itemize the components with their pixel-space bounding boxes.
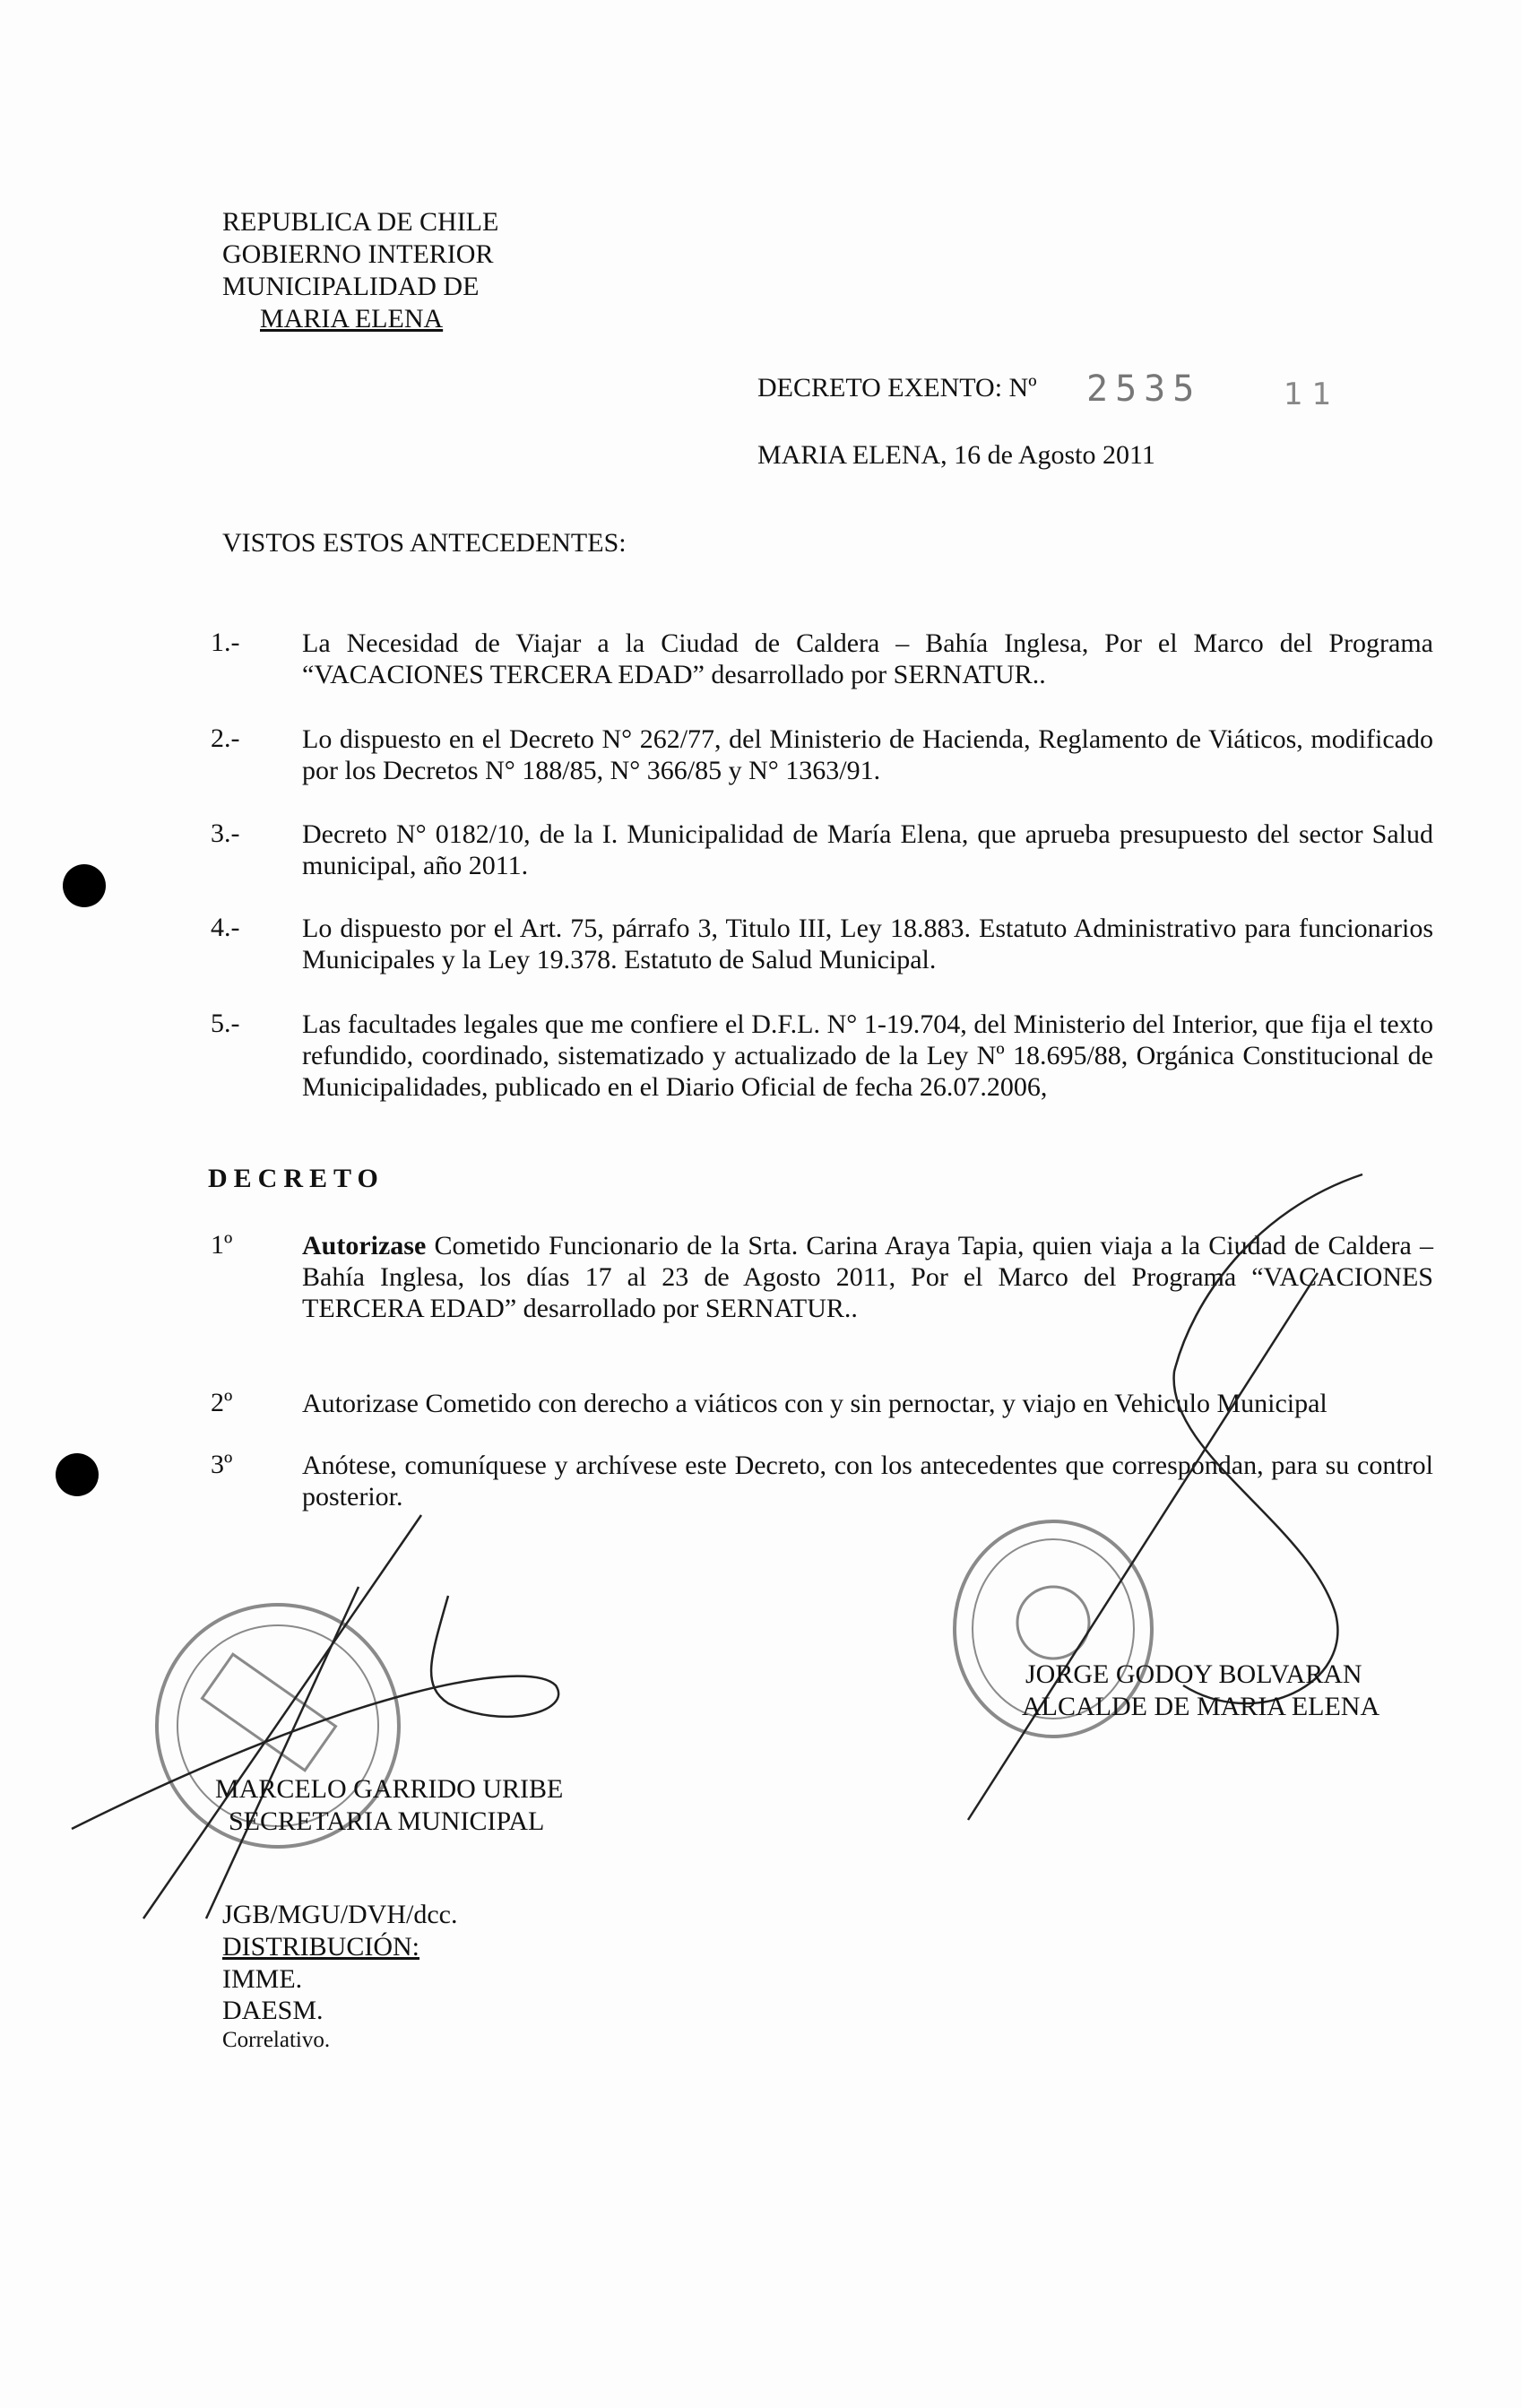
item-number: 4.- xyxy=(211,913,240,942)
header-line: MUNICIPALIDAD DE xyxy=(222,272,480,301)
decree-number: 2535 xyxy=(1086,368,1202,410)
note: Correlativo. xyxy=(222,2028,331,2052)
recipient: IMME. xyxy=(222,1964,303,1994)
decreto-title: DECRETO xyxy=(208,1164,385,1193)
vistos-item: La Necesidad de Viajar a la Ciudad de Caldera – Bahía Inglesa, Por el Marco del Programa “VACACIONES TERCERA EDAD” desarrollado por SERNATUR.. xyxy=(302,628,1433,689)
right-signer-title: ALCALDE DE MARIA ELENA xyxy=(1022,1692,1380,1721)
place-date: MARIA ELENA, 16 de Agosto 2011 xyxy=(757,440,1155,470)
recipient: DAESM. xyxy=(222,1996,324,2025)
left-signer-name: MARCELO GARRIDO URIBE xyxy=(215,1774,564,1804)
bold-lead: Autorizase xyxy=(302,1231,427,1260)
distribution-label: DISTRIBUCIÓN: xyxy=(222,1932,420,1962)
initials: JGB/MGU/DVH/dcc. xyxy=(222,1900,458,1929)
header-line: REPUBLICA DE CHILE xyxy=(222,207,499,237)
item-text: Cometido Funcionario de la Srta. Carina Araya Tapia, quien viaja a la Ciudad de Caldera – Bahía Inglesa, los días 17 al 23 de Agosto 2011, Por el Marco del Programa “VACACIONES TERCERA EDAD” desarrollado por SERNATUR.. xyxy=(302,1231,1433,1323)
punch-hole xyxy=(56,1453,99,1496)
left-signature xyxy=(72,1515,558,1919)
punch-hole xyxy=(63,864,106,907)
right-signature xyxy=(968,1174,1362,1820)
vistos-title: VISTOS ESTOS ANTECEDENTES: xyxy=(222,528,627,558)
decree-label: DECRETO EXENTO: Nº xyxy=(757,373,1037,403)
header-line: MARIA ELENA xyxy=(260,304,444,333)
item-number: 3º xyxy=(211,1450,233,1479)
item-number: 1.- xyxy=(211,628,240,657)
decreto-item: Anótese, comuníquese y archívese este Decreto, con los antecedentes que correspondan, para su control posterior. xyxy=(302,1451,1433,1511)
vistos-item: Lo dispuesto por el Art. 75, párrafo 3, Titulo III, Ley 18.883. Estatuto Administrativo para funcionarios Municipales y la Ley 19.378. Estatuto de Salud Municipal. xyxy=(302,914,1433,974)
item-number: 1º xyxy=(211,1230,233,1260)
vistos-item: Las facultades legales que me confiere el D.F.L. N° 1-19.704, del Ministerio del Interior, que fija el texto refundido, coordinado, sistematizado y actualizado de la Ley Nº 18.695/88, Orgánica Constitucional de Municipalidades, publicado en el Diario Oficial de fecha 26.07.2006, xyxy=(302,1009,1433,1102)
vistos-item: Lo dispuesto en el Decreto N° 262/77, del Ministerio de Hacienda, Reglamento de Viáticos, modificado por los Decretos N° 188/85, N° 366/85 y N° 1363/91. xyxy=(302,724,1433,785)
left-signer-title: SECRETARIA MUNICIPAL xyxy=(229,1806,545,1836)
right-signer-name: JORGE GODOY BOLVARAN xyxy=(1025,1659,1362,1689)
item-number: 3.- xyxy=(211,819,240,848)
decreto-item: Autorizase Cometido con derecho a viáticos con y sin pernoctar, y viajo en Vehiculo Municipal xyxy=(302,1389,1327,1418)
item-number: 2º xyxy=(211,1388,233,1417)
decree-suffix: 11 xyxy=(1284,377,1341,412)
header-line: GOBIERNO INTERIOR xyxy=(222,239,494,269)
item-number: 5.- xyxy=(211,1009,240,1038)
vistos-item: Decreto N° 0182/10, de la I. Municipalidad de María Elena, que aprueba presupuesto del sector Salud municipal, año 2011. xyxy=(302,819,1433,880)
item-number: 2.- xyxy=(211,723,240,753)
